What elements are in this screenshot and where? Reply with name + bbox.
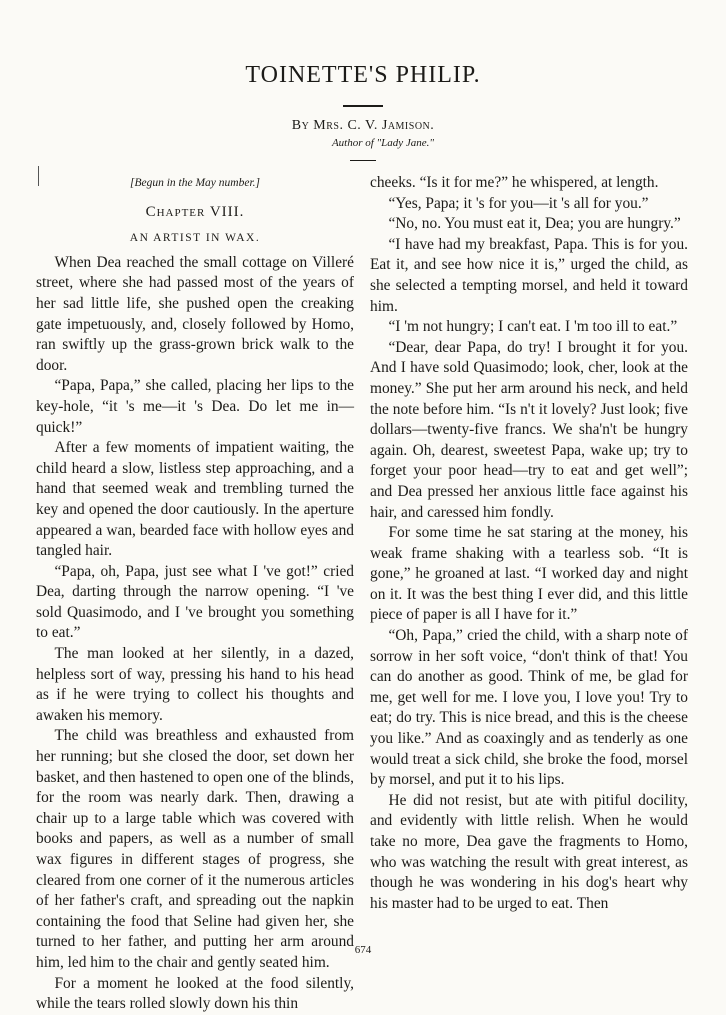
author-credit: Author of "Lady Jane." bbox=[331, 137, 435, 149]
paragraph: “Papa, oh, Papa, just see what I 've got!” cried Dea, darting through the narrow opening. “I 've sold Quasimodo, and I 've brought you something to eat.” bbox=[36, 562, 354, 642]
paragraph: For a moment he looked at the food silently, while the tears rolled slowly down his thin bbox=[36, 974, 354, 1013]
paragraph: The child was breathless and exhausted from her running; but she closed the door, set down her basket, and then hastened to open one of the blinds, for the room was nearly dark. Then, drawing a chair up to a large table which was covered with books and papers, as well as a number of small wax figures in different stages of progress, she cleared from one corner of it the numerous articles of her father's craft, and spreading out the napkin containing the food that Seline had given her, she turned to her father, and putting her arm around him, led him to the chair and gently seated him. bbox=[36, 727, 354, 971]
byline: By Mrs. C. V. Jamison. bbox=[291, 118, 435, 133]
paragraph: “Papa, Papa,” she called, placing her lips to the key-hole, “it 's me—it 's Dea. Do let me in—quick!” bbox=[36, 377, 354, 436]
paragraph: For some time he sat staring at the money, his weak frame shaking with a tearless sob. “It is gone,” he groaned at last. “I worked day and night on it. It was the best thing I ever did, and this little piece of paper is all I have for it.” bbox=[370, 524, 688, 624]
paragraph: “Oh, Papa,” cried the child, with a sharp note of sorrow in her soft voice, “don't think of that! You can do another as good. Think of me, be glad for me, get well for me. I love you, I love you! Try to eat; do try. This is nice bread, and this is the cheese you like.” And as coaxingly and as tenderly as one would treat a sick child, she broke the food, morsel by morsel, and put it to his lips. bbox=[370, 627, 688, 789]
right-column bbox=[370, 173, 688, 914]
chapter-subheading: AN ARTIST IN WAX. bbox=[129, 232, 261, 245]
paragraph: “Dear, dear Papa, do try! I brought it for you. And I have sold Quasimodo; look, cher, look at the money.” She put her arm around his neck, and held the note before him. “Is n't it lovely? Just look; five dollars—twenty-five francs. We sha'n't be hungry again. Oh, dearest, sweetest Papa, wake up; try to forget your poor head—try to eat and get well”; and Dea pressed her anxious little face against his hair, and caressed him fondly. bbox=[370, 338, 688, 521]
page-number: 674 bbox=[354, 944, 372, 956]
paragraph: The man looked at her silently, in a dazed, helpless sort of way, pressing his hand to his head as if he were trying to collect his thoughts and awaken his memory. bbox=[36, 645, 354, 724]
paragraph: “Yes, Papa; it 's for you—it 's all for you.” bbox=[388, 194, 649, 212]
paragraph: “I 'm not hungry; I can't eat. I 'm too ill to eat.” bbox=[388, 318, 678, 336]
paragraph: After a few moments of impatient waiting, the child heard a slow, listless step approaching, and a hand that seemed weak and trembling turned the key and opened the door cautiously. In the aperture appeared a wan, bearded face with hollow eyes and tangled hair. bbox=[36, 439, 354, 560]
byline-rule bbox=[350, 160, 376, 161]
begun-note: [Begun in the May number.] bbox=[130, 177, 260, 189]
paragraph: cheeks. “Is it for me?” he whispered, at length. bbox=[370, 174, 659, 191]
chapter-heading: Chapter VIII. bbox=[145, 203, 245, 220]
paragraph: When Dea reached the small cottage on Villeré street, where she had passed most of the years of her sad little life, she pushed open the creaking gate impetuously, and, closely followed by Homo, ran swiftly up the grass-grown brick walk to the door. bbox=[36, 253, 354, 374]
paragraph: “No, no. You must eat it, Dea; you are hungry.” bbox=[388, 215, 681, 233]
paragraph: “I have had my breakfast, Papa. This is for you. Eat it, and see how nice it is,” urged the child, as she selected a tempting morsel, and held it toward him. bbox=[370, 235, 688, 315]
story-title: TOINETTE'S PHILIP. bbox=[245, 62, 481, 88]
title-rule bbox=[343, 105, 383, 107]
left-column bbox=[36, 173, 354, 1015]
paragraph: He did not resist, but ate with pitiful docility, and evidently with little relish. When he would take no more, Dea gave the fragments to Homo, who was watching the result with great interest, as though he was wondering in his dog's heart why his master had to be urged to eat. Then bbox=[370, 791, 688, 912]
